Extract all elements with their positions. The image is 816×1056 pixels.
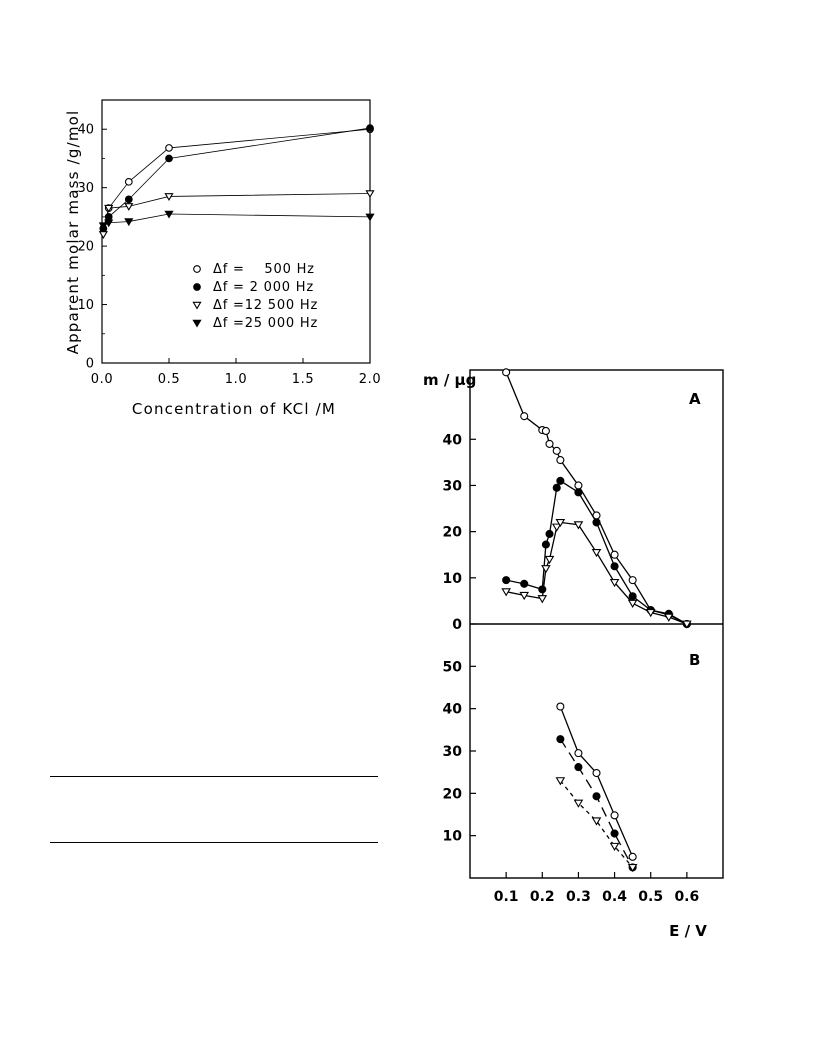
x-tick-label: 1.0 xyxy=(224,372,248,387)
data-point xyxy=(575,750,582,757)
y-tick-label: 0 xyxy=(85,356,94,372)
series-line xyxy=(560,707,632,857)
legend-label: Δf = 2 000 Hz xyxy=(213,280,314,295)
x-tick-label: 0.6 xyxy=(674,889,700,905)
y-tick-label: 40 xyxy=(77,122,94,138)
separator-rule-top xyxy=(50,776,378,777)
y-tick-label: 20 xyxy=(442,524,462,541)
series-line xyxy=(103,128,370,229)
series-1 xyxy=(557,703,636,860)
data-point xyxy=(367,125,374,132)
data-point xyxy=(593,550,601,557)
x-tick-label: 0.5 xyxy=(157,372,181,387)
data-point xyxy=(503,577,510,584)
series-3 xyxy=(557,778,637,871)
data-point xyxy=(126,179,133,186)
data-point xyxy=(100,232,107,238)
series-3 xyxy=(100,191,374,238)
series-layer xyxy=(100,125,374,238)
data-point xyxy=(126,196,133,203)
legend-marker xyxy=(193,302,200,308)
data-point xyxy=(611,563,618,570)
series-3 xyxy=(502,520,690,628)
mass-potential-chart xyxy=(423,369,723,940)
panel-a-y-ticks xyxy=(443,432,476,633)
series-line xyxy=(103,129,370,228)
data-point xyxy=(575,764,582,771)
data-point xyxy=(546,440,553,447)
data-point xyxy=(542,427,549,434)
panel-b-series xyxy=(557,703,637,871)
x-tick-label: 2.0 xyxy=(358,372,382,387)
legend-label: Δf = 500 Hz xyxy=(213,262,315,277)
series-2 xyxy=(557,736,636,871)
series-2 xyxy=(100,125,373,232)
data-point xyxy=(629,593,636,600)
x-axis-label: Concentration of KCl /M xyxy=(131,400,337,418)
x-tick-label: 0.4 xyxy=(602,889,627,905)
data-point xyxy=(575,489,582,496)
data-point xyxy=(593,793,600,800)
series-1 xyxy=(503,369,691,628)
legend-label: Δf =25 000 Hz xyxy=(213,316,319,331)
panel-label-b: B xyxy=(689,651,701,669)
y-tick-label: 20 xyxy=(442,786,462,803)
data-point xyxy=(611,551,618,558)
y-tick-label: 40 xyxy=(442,701,462,718)
data-point xyxy=(557,457,564,464)
x-tick-label: 1.5 xyxy=(291,372,315,387)
y-axis-label: Apparent molar mass /g/mol xyxy=(64,109,82,355)
y-tick-label: 0 xyxy=(452,617,462,633)
data-point xyxy=(503,369,510,376)
data-point xyxy=(521,413,528,420)
data-point xyxy=(521,580,528,587)
separator-rule-bottom xyxy=(50,842,378,843)
data-point xyxy=(539,586,546,593)
legend-marker xyxy=(194,266,201,273)
data-point xyxy=(553,447,560,454)
data-point xyxy=(557,477,564,484)
data-point xyxy=(611,812,618,819)
series-line xyxy=(103,214,370,226)
panel-a-series xyxy=(502,369,690,628)
data-point xyxy=(593,770,600,777)
data-point xyxy=(166,145,173,152)
data-point xyxy=(557,736,564,743)
data-point xyxy=(629,853,636,860)
data-point xyxy=(546,530,553,537)
series-4 xyxy=(100,211,374,229)
data-point xyxy=(593,519,600,526)
data-point xyxy=(538,596,546,603)
data-point xyxy=(629,577,636,584)
y-tick-label: 10 xyxy=(442,570,462,587)
series-line xyxy=(560,739,632,867)
legend-marker xyxy=(193,320,200,326)
data-point xyxy=(542,541,549,548)
y-tick-label: 50 xyxy=(442,659,462,676)
data-point xyxy=(557,703,564,710)
series-line xyxy=(103,194,370,235)
data-point xyxy=(629,600,637,607)
data-point xyxy=(611,830,618,837)
legend-label: Δf =12 500 Hz xyxy=(213,298,319,313)
y-axis-label: m / µg xyxy=(423,371,477,389)
data-point xyxy=(553,484,560,491)
data-point xyxy=(166,155,173,162)
data-point xyxy=(575,522,583,529)
y-tick-label: 30 xyxy=(442,478,462,495)
panel-b-y-ticks xyxy=(443,659,476,844)
molar-mass-chart xyxy=(64,100,381,418)
x-tick-label: 0.1 xyxy=(493,889,519,905)
legend-marker xyxy=(194,284,201,291)
legend xyxy=(193,262,318,331)
data-point xyxy=(546,556,554,563)
panel-label-a: A xyxy=(689,390,701,408)
x-tick-label: 0.3 xyxy=(566,889,591,905)
x-tick-label: 0.2 xyxy=(529,889,555,905)
x-axis-ticks xyxy=(494,872,700,905)
x-axis-label: E / V xyxy=(669,922,707,940)
y-tick-label: 30 xyxy=(442,744,462,760)
y-tick-label: 20 xyxy=(77,239,94,255)
y-tick-label: 10 xyxy=(442,828,462,845)
series-line xyxy=(506,522,687,624)
x-axis-ticks xyxy=(91,358,381,387)
y-tick-label: 30 xyxy=(77,181,94,197)
data-point xyxy=(575,482,582,489)
y-tick-label: 10 xyxy=(77,298,94,314)
x-tick-label: 0.5 xyxy=(638,889,664,905)
x-tick-label: 0.0 xyxy=(90,372,114,387)
y-tick-label: 40 xyxy=(442,432,462,449)
